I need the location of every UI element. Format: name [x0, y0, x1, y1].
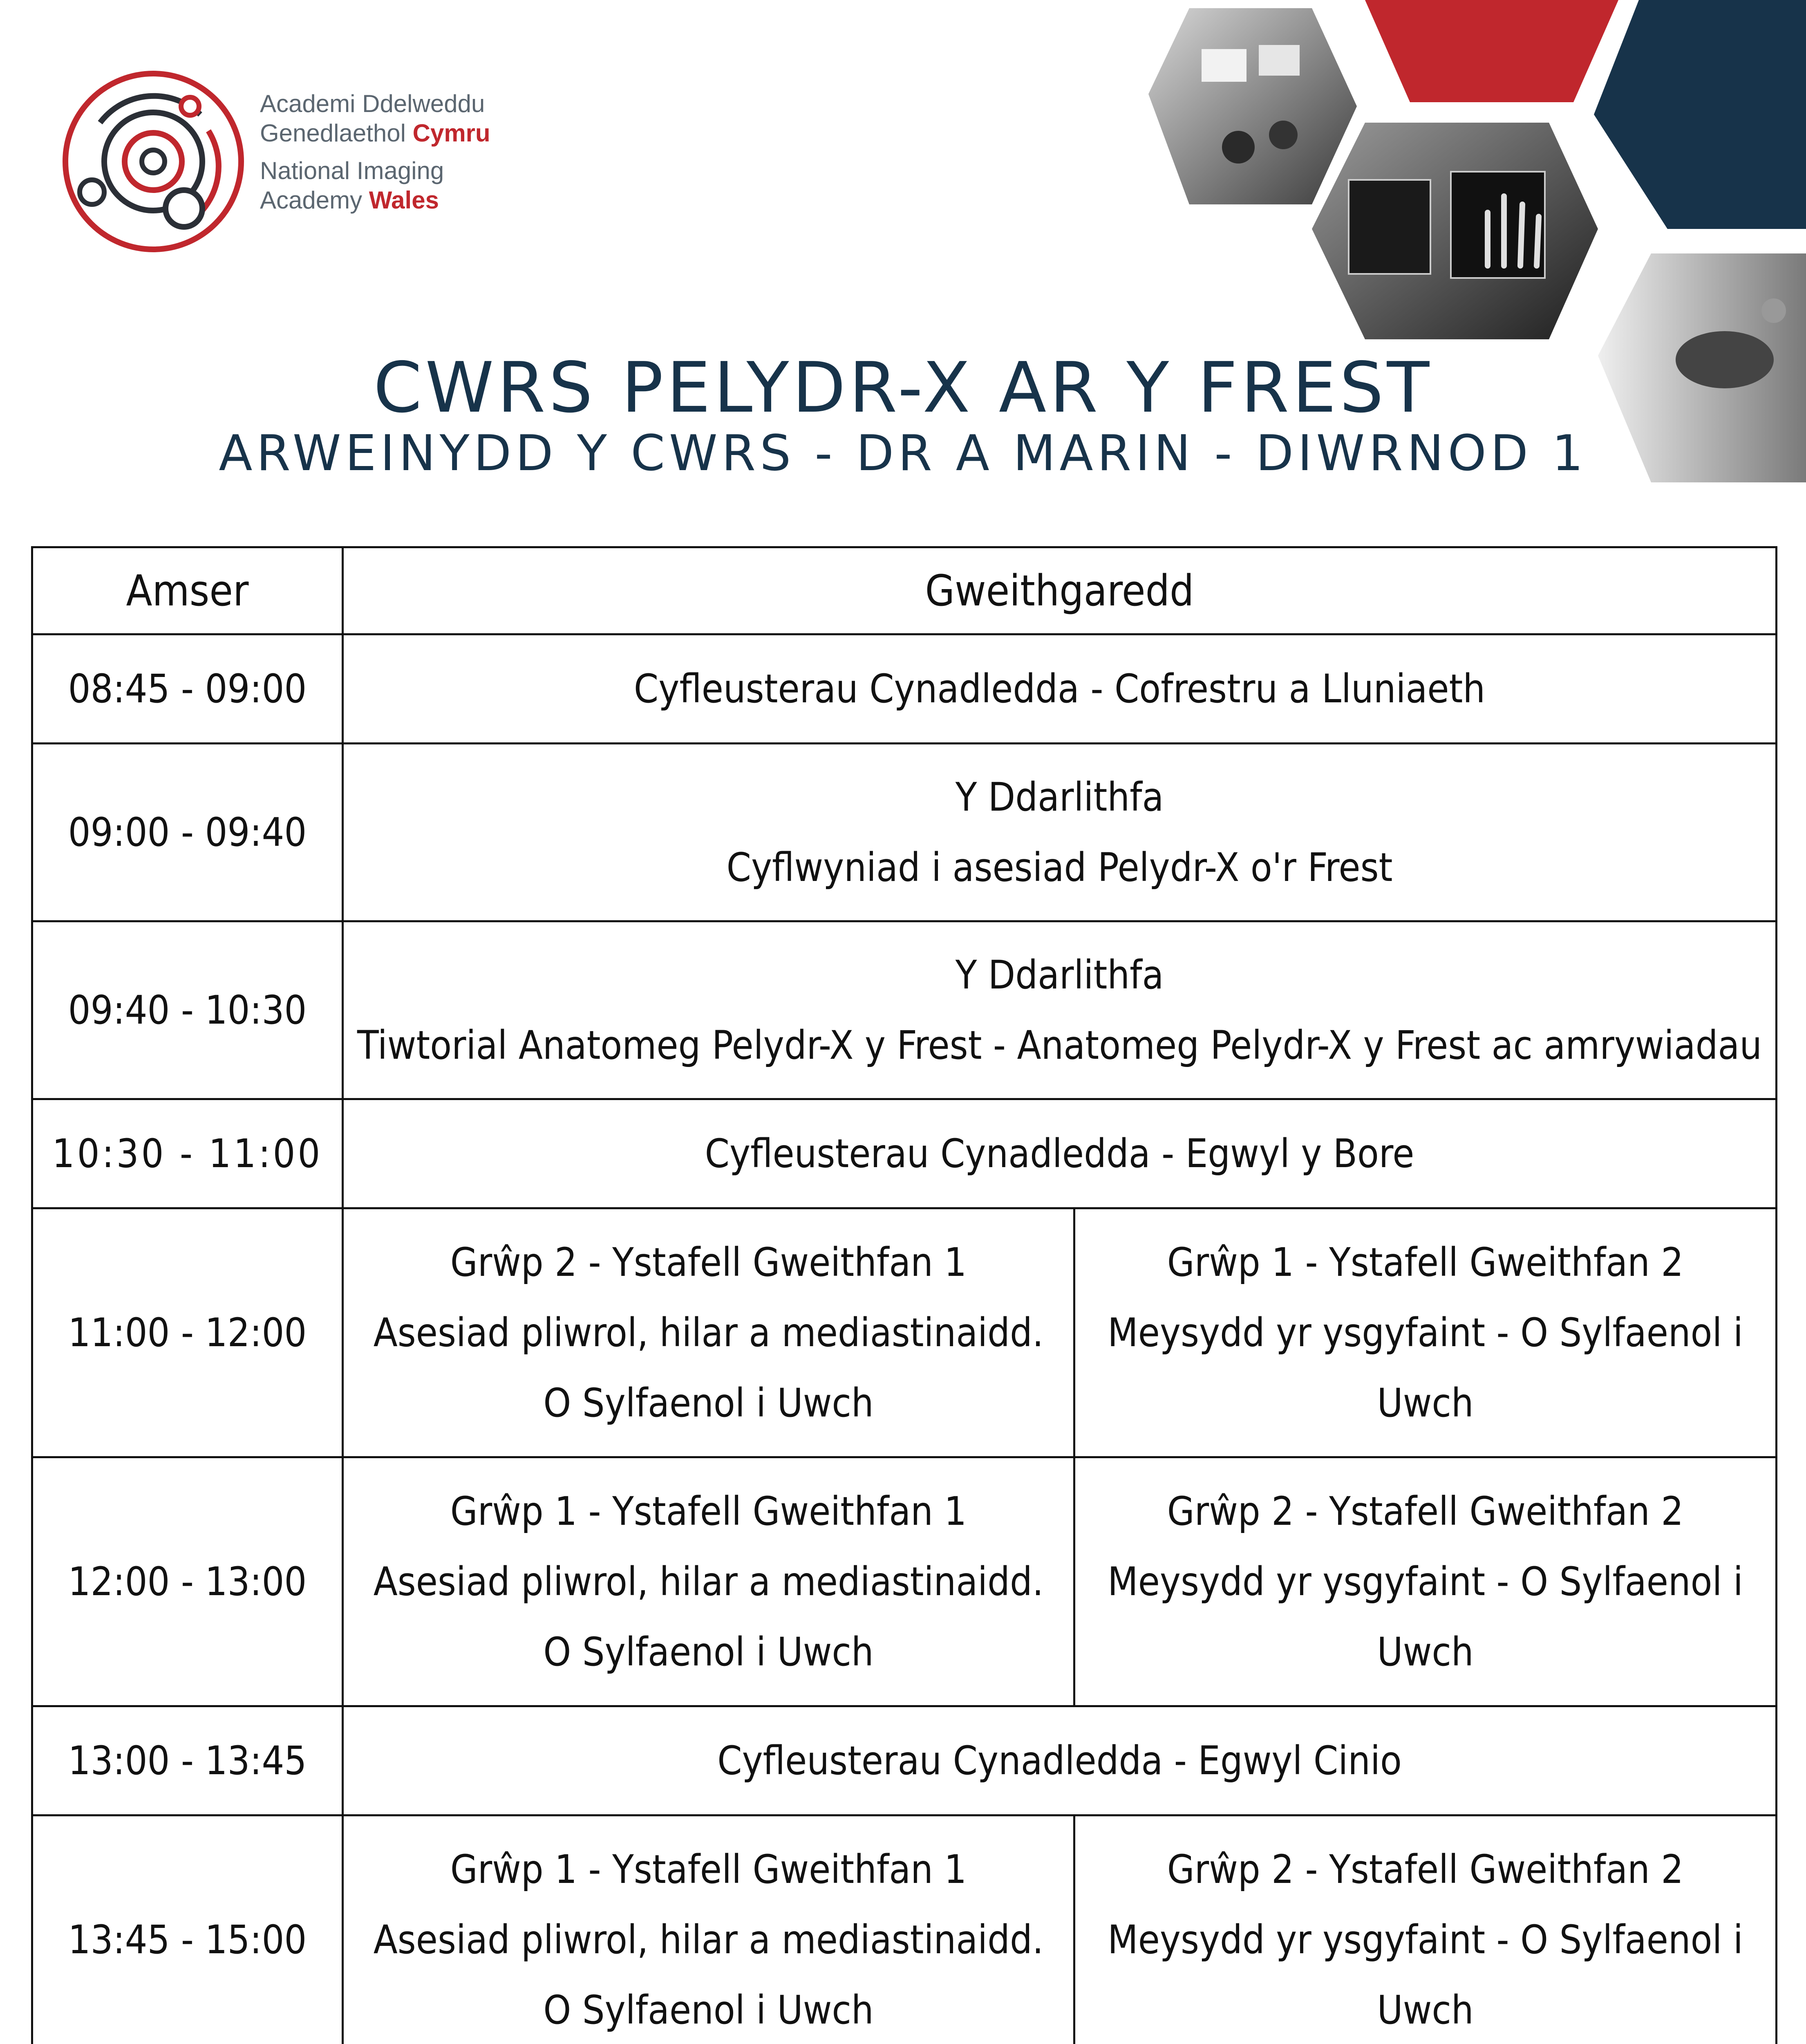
classroom-photo-hexagon [1148, 8, 1357, 204]
time-cell: 08:45 - 09:00 [32, 634, 343, 744]
red-hexagon [1365, 0, 1618, 102]
academy-logo-icon [61, 69, 245, 253]
table-row [32, 744, 1777, 921]
activity-cell-right: Grŵp 1 - Ystafell Gweithfan 2 Meysydd yr ysgyfaint - O Sylfaenol i Uwch [1074, 1208, 1777, 1457]
table-row [32, 1208, 1777, 1457]
activity-cell: Cyfleusterau Cynadledda - Egwyl Cinio [343, 1706, 1777, 1815]
header-time: Amser [32, 547, 343, 634]
activity-cell-right: Grŵp 2 - Ystafell Gweithfan 2 Meysydd yr ysgyfaint - O Sylfaenol i Uwch [1074, 1457, 1777, 1706]
time-cell: 13:45 - 15:00 [32, 1815, 343, 2044]
table-row [32, 1099, 1777, 1208]
activity-cell-left: Grŵp 1 - Ystafell Gweithfan 1 Asesiad pliwrol, hilar a mediastinaidd. O Sylfaenol i Uwch [343, 1457, 1074, 1706]
activity-cell: Cyfleusterau Cynadledda - Egwyl y Bore [343, 1099, 1777, 1208]
logo-line-3: National Imaging [260, 157, 444, 184]
table-header-row [32, 547, 1777, 634]
time-cell: 09:00 - 09:40 [32, 744, 343, 921]
activity-cell: Cyfleusterau Cynadledda - Cofrestru a Lluniaeth [343, 634, 1777, 744]
activity-cell-left: Grŵp 2 - Ystafell Gweithfan 1 Asesiad pliwrol, hilar a mediastinaidd. O Sylfaenol i Uwch [343, 1208, 1074, 1457]
time-cell: 09:40 - 10:30 [32, 921, 343, 1099]
logo-line-2: Genedlaethol Cymru [260, 119, 490, 147]
activity-cell-right: Grŵp 2 - Ystafell Gweithfan 2 Meysydd yr ysgyfaint - O Sylfaenol i Uwch [1074, 1815, 1777, 2044]
time-cell: 12:00 - 13:00 [32, 1457, 343, 1706]
table-row [32, 1457, 1777, 1706]
page-title: CWRS PELYDR-X AR Y FREST [373, 347, 1433, 428]
table-row [32, 1706, 1777, 1815]
time-cell: 11:00 - 12:00 [32, 1208, 343, 1457]
logo-wordmark [260, 89, 490, 215]
logo-line-1: Academi Ddelweddu [260, 90, 485, 117]
time-cell: 10:30 - 11:00 [32, 1099, 343, 1208]
table-row [32, 1815, 1777, 2044]
time-cell: 13:00 - 13:45 [32, 1706, 343, 1815]
activity-cell: Y Ddarlithfa Cyflwyniad i asesiad Pelydr-X o'r Frest [343, 744, 1777, 921]
table-row [32, 634, 1777, 744]
activity-cell-left: Grŵp 1 - Ystafell Gweithfan 1 Asesiad pliwrol, hilar a mediastinaidd. O Sylfaenol i Uwch [343, 1815, 1074, 2044]
navy-hexagon [1594, 0, 1806, 229]
table-row [32, 921, 1777, 1099]
activity-cell: Y Ddarlithfa Tiwtorial Anatomeg Pelydr-X y Frest - Anatomeg Pelydr-X y Frest ac amrywiadau [343, 921, 1777, 1099]
header-activity: Gweithgaredd [343, 547, 1777, 634]
schedule-table [31, 546, 1777, 2044]
page-subtitle: ARWEINYDD Y CWRS - DR A MARIN - DIWRNOD 1 [219, 425, 1587, 482]
logo-line-4: Academy Wales [260, 186, 439, 214]
